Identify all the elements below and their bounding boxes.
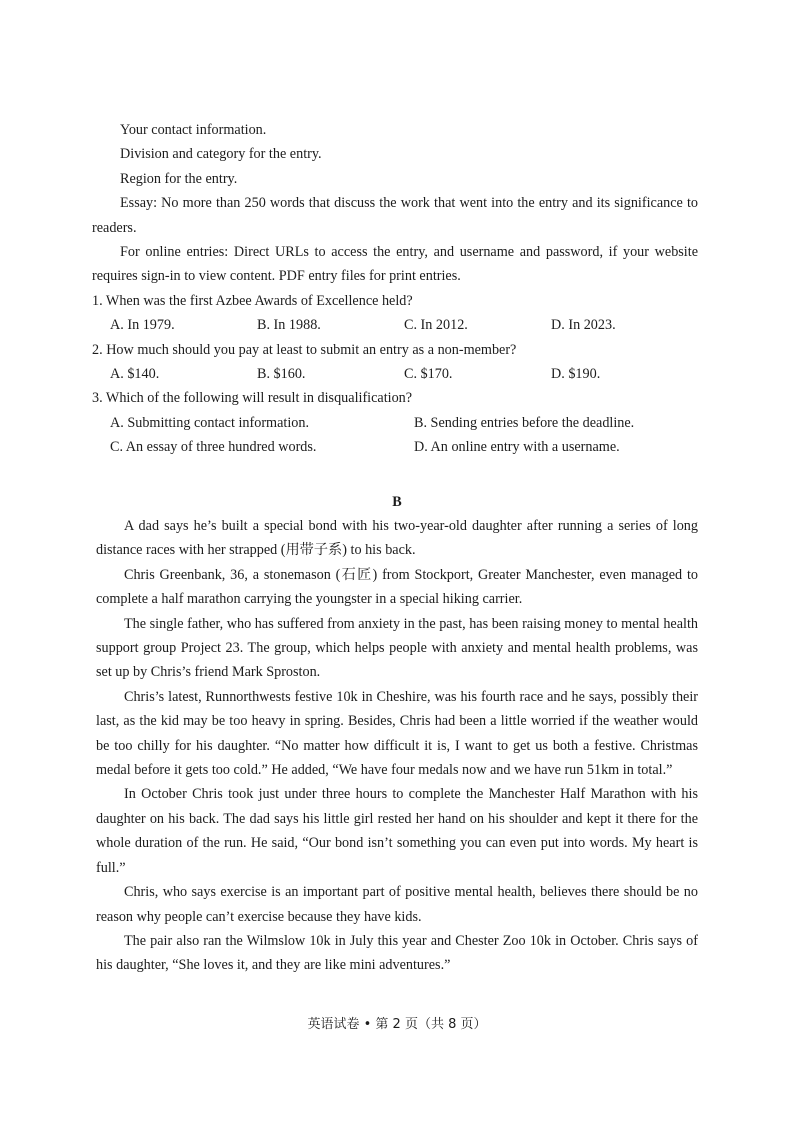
option-c: C. An essay of three hundred words. <box>110 439 317 456</box>
question-2-options <box>92 362 698 386</box>
option-c: C. $170. <box>404 366 453 383</box>
passage-paragraph: Chris, who says exercise is an important part of positive mental health, believes there should be no reason why people can’t exercise because they have kids. <box>96 884 698 925</box>
entry-requirement: Your contact information. <box>120 122 267 138</box>
passage-paragraph: In October Chris took just under three hours to complete the Manchester Half Marathon with his daughter on his back. The dad says his little girl rested her hand on his shoulder and kept it there for the whole duration of the run. He said, “Our bond isn’t something you can even put into words. My heart is full.” <box>96 786 698 876</box>
option-a: A. $140. <box>110 366 160 383</box>
option-a: A. In 1979. <box>110 317 175 334</box>
passage-paragraph: Chris Greenbank, 36, a stonemason (石匠) from Stockport, Greater Manchester, even managed to complete a half marathon carrying the youngster in a special hiking carrier. <box>96 566 698 608</box>
question-1-options <box>92 313 698 337</box>
option-b: B. $160. <box>257 366 306 383</box>
passage-paragraph: The single father, who has suffered from anxiety in the past, has been raising money to mental health support group Project 23. The group, which helps people with anxiety and mental health problems, was set up by Chris’s friend Mark Sproston. <box>96 615 698 681</box>
option-d: D. An online entry with a username. <box>414 439 620 456</box>
passage-b <box>96 514 698 978</box>
question-1-stem: 1. When was the first Azbee Awards of Excellence held? <box>92 292 413 309</box>
entry-requirement-online: For online entries: Direct URLs to access the entry, and username and password, if your website requires sign-in to view content. PDF entry files for print entries. <box>92 244 698 285</box>
option-b: B. Sending entries before the deadline. <box>414 414 635 431</box>
question-3-stem: 3. Which of the following will result in disqualification? <box>92 390 413 407</box>
option-d: D. $190. <box>551 366 601 383</box>
passage-paragraph: Chris’s latest, Runnorthwests festive 10k in Cheshire, was his fourth race and he says, possibly their last, as the kid may be too heavy in spring. Besides, Chris had been a little worried if the weather would be too chilly for his daughter. “No matter how difficult it is, I want to get us both a festive. Christmas medal before it gets too cold.” He added, “We have four medals now and we have run 51km in total.” <box>96 688 698 779</box>
entry-requirement: Division and category for the entry. <box>120 146 322 163</box>
option-d: D. In 2023. <box>551 317 616 334</box>
entry-requirement: Region for the entry. <box>120 170 238 187</box>
option-c: C. In 2012. <box>404 317 468 334</box>
page-footer: 英语试卷 • 第 2 页（共 8 页） <box>307 1017 487 1032</box>
option-b: B. In 1988. <box>257 317 321 334</box>
question-2-stem: 2. How much should you pay at least to submit an entry as a non-member? <box>92 341 517 358</box>
passage-paragraph: The pair also ran the Wilmslow 10k in July this year and Chester Zoo 10k in October. Chris says of his daughter, “She loves it, and they are like mini adventures.” <box>96 932 698 974</box>
section-b-title: B <box>392 494 402 510</box>
passage-a-continuation <box>92 118 698 460</box>
option-a: A. Submitting contact information. <box>110 414 309 431</box>
question-3-options <box>92 411 698 460</box>
passage-paragraph: A dad says he’s built a special bond with his two-year-old daughter after running a series of long distance races with her strapped (用带子系) to his back. <box>96 518 698 559</box>
entry-requirement-essay: Essay: No more than 250 words that discuss the work that went into the entry and its significance to readers. <box>92 195 698 236</box>
